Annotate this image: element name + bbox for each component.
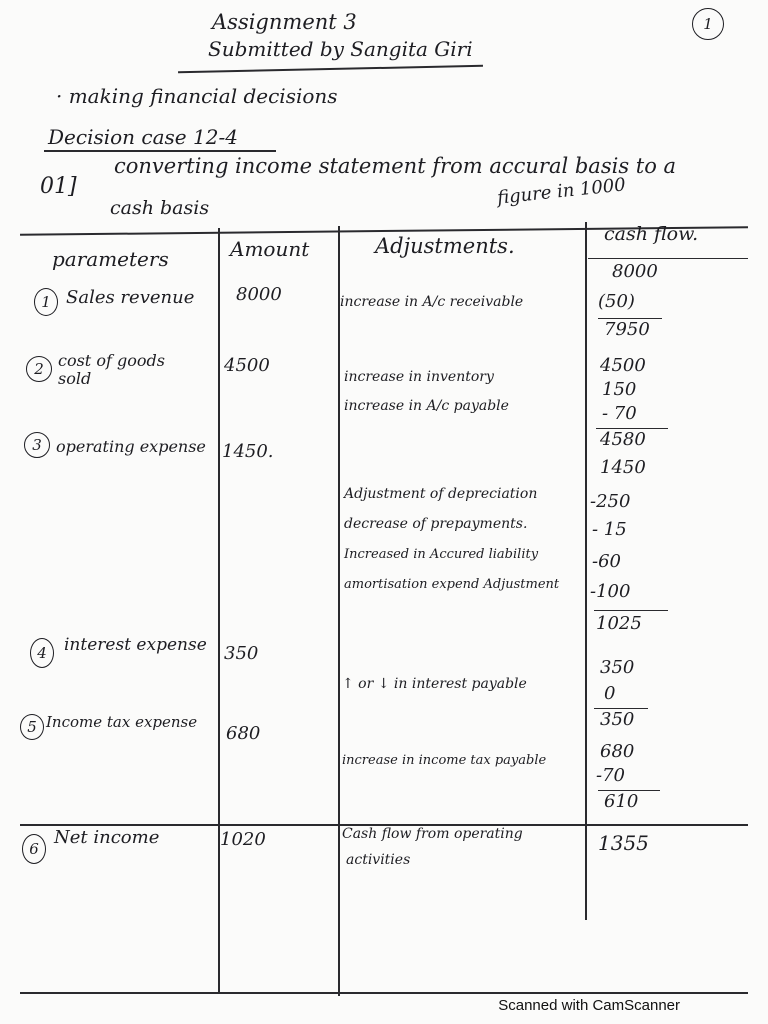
cash-flow-value: 610 — [604, 791, 639, 812]
row-amount: 1450. — [222, 441, 274, 462]
row-adjustment: increase in inventory — [344, 369, 494, 385]
row-amount: 4500 — [224, 355, 270, 376]
topic-line: · making financial decisions — [56, 84, 338, 108]
row-index-badge: 3 — [24, 432, 50, 458]
row-adjustment: decrease of prepayments. — [344, 516, 528, 532]
case-underline — [44, 150, 276, 152]
cash-flow-value: 4500 — [600, 355, 646, 376]
decision-case: Decision case 12-4 — [48, 125, 238, 149]
subtotal-rule — [594, 610, 668, 611]
row-index-badge: 5 — [20, 714, 44, 740]
col-divider-2 — [338, 226, 340, 996]
row-parameter: Sales revenue — [66, 287, 195, 308]
col-divider-1 — [218, 228, 220, 994]
row-amount: 680 — [226, 723, 261, 744]
cash-flow-value: (50) — [598, 291, 635, 312]
row-parameter: operating expense — [56, 437, 206, 456]
row-parameter: Income tax expense — [46, 713, 198, 731]
row-parameter: interest expense — [64, 635, 207, 655]
cash-flow-value: 150 — [602, 379, 637, 400]
row-adjustment: ↑ or ↓ in interest payable — [342, 676, 527, 692]
cash-flow-value: -70 — [596, 765, 625, 786]
row-index-badge: 1 — [34, 288, 58, 316]
row-adjustment: increase in income tax payable — [342, 753, 547, 768]
title-underline — [178, 65, 483, 73]
col-divider-3 — [585, 222, 587, 920]
row-adjustment: amortisation expend Adjustment — [344, 577, 560, 592]
header-cash-flow: cash flow. — [604, 223, 699, 245]
scanner-watermark: Scanned with CamScanner — [498, 997, 680, 1014]
cash-flow-value: 1025 — [596, 613, 642, 634]
cash-flow-value: 7950 — [604, 319, 650, 340]
cash-flow-value: - 70 — [602, 403, 637, 424]
cash-flow-value: 4580 — [600, 429, 646, 450]
figure-note: figure in 1000 — [496, 174, 627, 209]
table-bottom-rule — [20, 992, 748, 994]
row-adjustment: increase in A/c payable — [344, 398, 509, 414]
row-amount: 1020 — [220, 829, 266, 850]
cash-flow-value: 8000 — [612, 261, 658, 282]
header-parameters: parameters — [52, 247, 169, 271]
cash-flow-value: -250 — [590, 491, 631, 512]
row-index-badge: 4 — [30, 638, 54, 668]
cash-flow-value: - 15 — [592, 519, 627, 540]
cash-flow-value: 350 — [600, 657, 635, 678]
row-amount: 8000 — [236, 284, 282, 305]
row-adjustment: Cash flow from operating — [342, 826, 523, 842]
header-amount: Amount — [230, 237, 310, 261]
page-number-text: 1 — [703, 15, 713, 33]
row-parameter: cost of goods sold — [58, 351, 165, 389]
question-label: 01] — [40, 174, 77, 199]
header-adjustments: Adjustments. — [375, 234, 515, 258]
cash-flow-value: 1450 — [600, 457, 646, 478]
table-header-rule — [588, 258, 748, 259]
cash-flow-value: 680 — [600, 741, 635, 762]
row-index-badge: 2 — [26, 356, 52, 382]
cash-flow-value: -60 — [592, 551, 621, 572]
submitted-by: Submitted by Sangita Giri — [208, 37, 473, 61]
row-parameter: Net income — [54, 827, 160, 848]
row-adjustment: activities — [346, 852, 411, 868]
assignment-title: Assignment 3 — [212, 10, 357, 34]
question-line2: cash basis — [110, 197, 210, 219]
cash-flow-value: 1355 — [598, 831, 649, 855]
row-adjustment: Increased in Accured liability — [344, 547, 539, 562]
page-number — [692, 8, 724, 40]
cash-flow-value: 0 — [604, 683, 616, 704]
row-adjustment: Adjustment of depreciation — [344, 486, 538, 502]
row-adjustment: increase in A/c receivable — [340, 294, 524, 310]
row-amount: 350 — [224, 643, 259, 664]
cash-flow-value: -100 — [590, 581, 631, 602]
row-index-badge: 6 — [22, 834, 46, 864]
question-line1: converting income statement from accural basis to a — [114, 154, 677, 178]
cash-flow-value: 350 — [600, 709, 635, 730]
